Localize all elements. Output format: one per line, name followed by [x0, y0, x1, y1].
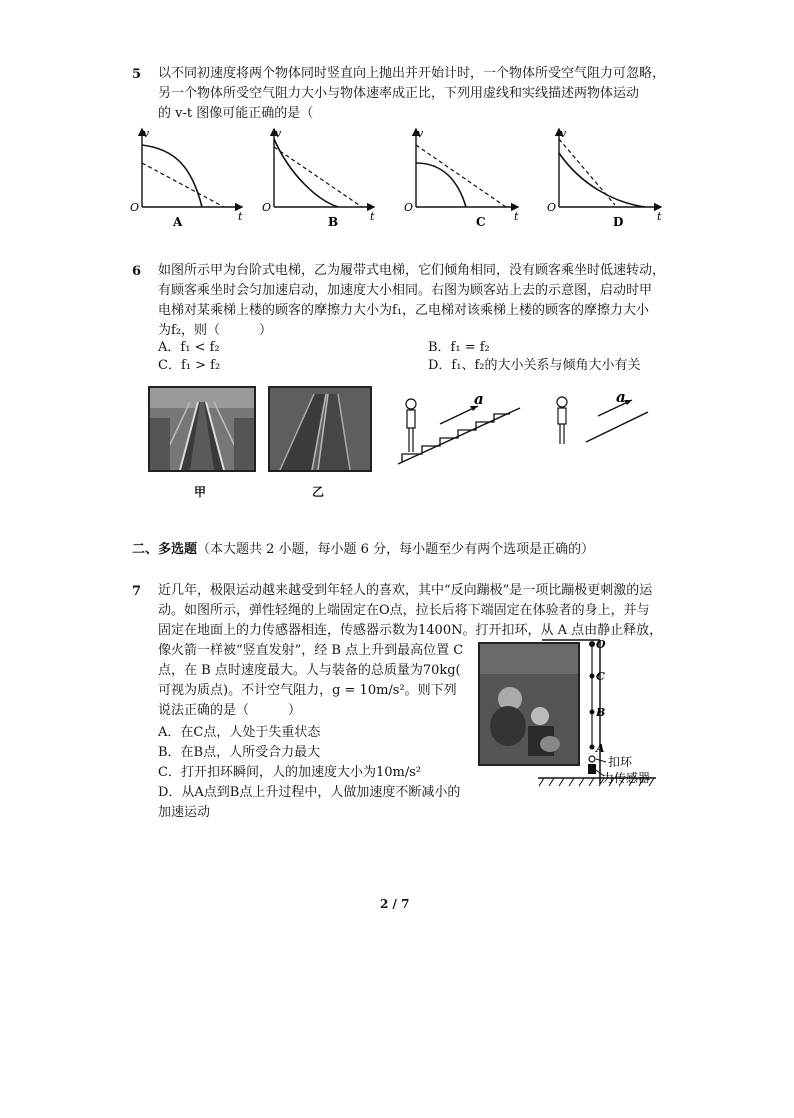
- q6-option-b: B．f₁ = f₂: [428, 340, 490, 355]
- q5c-axis-v: v: [417, 127, 424, 140]
- q5b-axis-v: v: [275, 127, 282, 140]
- q6-line-4: 为f₂，则（ ）: [158, 323, 273, 338]
- section2-heading: [132, 538, 594, 557]
- q5a-dashed-line: [142, 163, 224, 207]
- belt-escalator-diagram: [550, 388, 650, 448]
- q5-graph-a: [130, 125, 250, 230]
- q5c-dashed-line: [416, 145, 506, 207]
- belt-accel-label: a: [616, 388, 626, 406]
- q7-line-2: 动。如图所示，弹性轻绳的上端固定在O点，拉长后将下端固定在体验者的身上，并与: [158, 603, 650, 618]
- buckle-ring: [589, 756, 595, 762]
- q7-option-d-cont: 加速运动: [158, 805, 211, 820]
- q5a-axis-v: v: [143, 127, 150, 140]
- point-o-dot: [589, 641, 595, 647]
- q6-option-c: C．f₁ > f₂: [158, 358, 221, 373]
- section2-desc: （本大题共 2 小题，每小题 6 分，每小题至少有两个选项是正确的）: [197, 542, 595, 557]
- q5b-dashed-line: [274, 147, 362, 207]
- label-sensor: 力传感器: [602, 771, 651, 785]
- q5d-solid-curve: [559, 153, 645, 207]
- q5-line-1: 以不同初速度将两个物体同时竖直向上抛出并开始计时，一个物体所受空气阻力可忽略，: [158, 66, 666, 81]
- q5d-label: D: [613, 215, 624, 229]
- q5d-axis-t: t: [657, 210, 662, 223]
- q5d-axis-v: v: [560, 127, 567, 140]
- q6-line-3: 电梯对某乘梯上楼的顾客的摩擦力大小为f₁，乙电梯对该乘梯上楼的顾客的摩擦力大小: [158, 303, 650, 318]
- q5a-solid-curve: [142, 145, 202, 207]
- q7-line-3: 固定在地面上的力传感器相连，传感器示数为1400N。打开扣环，从 A 点由静止释放，: [158, 623, 663, 638]
- point-c-dot: [590, 674, 595, 679]
- q7-option-c: C．打开扣环瞬间，人的加速度大小为10m/s²: [158, 765, 422, 780]
- q7-line-4: 像火箭一样被“竖直发射”，经 B 点上升到最高位置 C: [158, 643, 464, 658]
- q5c-origin: O: [404, 201, 414, 214]
- q7-number: 7: [132, 584, 142, 599]
- q5b-solid-curve: [274, 139, 338, 207]
- q5b-axis-t: t: [370, 210, 375, 223]
- photo-belt-escalator: [268, 386, 372, 472]
- q5c-axis-t: t: [514, 210, 519, 223]
- q5-graph-d: [545, 125, 669, 230]
- q6-line-2: 有顾客乘坐时会匀加速启动，加速度大小相同。右图为顾客站上去的示意图，启动时甲: [158, 283, 653, 298]
- q5-line-2: 另一个物体所受空气阻力大小与物体速率成正比，下列用虚线和实线描述两物体运动: [158, 86, 640, 101]
- photo-label-jia: 甲: [194, 485, 207, 499]
- page-number: 2 / 7: [380, 897, 410, 911]
- point-a-dot: [590, 745, 595, 750]
- q6-number: 6: [132, 264, 142, 279]
- label-b: B: [596, 706, 606, 719]
- photo-step-escalator: [148, 386, 256, 472]
- bungee-diagram: [536, 636, 666, 792]
- q5d-dashed-line: [559, 139, 615, 205]
- q5a-origin: O: [130, 201, 140, 214]
- q5b-origin: O: [262, 201, 272, 214]
- q5d-origin: O: [547, 201, 557, 214]
- photo-label-yi: 乙: [312, 485, 325, 499]
- label-o: O: [596, 638, 606, 651]
- q7-line-6: 可视为质点)。不计空气阻力，g = 10m/s²。则下列: [158, 683, 457, 698]
- force-sensor-block: [588, 764, 596, 774]
- point-b-dot: [590, 710, 595, 715]
- step-escalator-diagram: [396, 388, 526, 468]
- q5a-axis-t: t: [238, 210, 243, 223]
- q5a-label: A: [173, 215, 183, 229]
- q5b-label: B: [328, 215, 339, 229]
- q5-line-3: 的 v-t 图像可能正确的是（: [158, 106, 314, 121]
- step-accel-label: a: [474, 390, 484, 408]
- q5c-label: C: [476, 215, 486, 229]
- q6-line-1: 如图所示甲为台阶式电梯，乙为履带式电梯，它们倾角相同，没有顾客乘坐时低速转动，: [158, 263, 666, 278]
- label-c: C: [596, 670, 605, 683]
- label-buckle: 扣环: [608, 755, 633, 769]
- q5c-solid-curve: [416, 163, 466, 207]
- q6-option-d: D．f₁、f₂的大小关系与倾角大小有关: [428, 358, 641, 373]
- q5-graph-c: [402, 125, 526, 230]
- q5-number: 5: [132, 67, 142, 82]
- label-a: A: [596, 742, 605, 755]
- q6-option-a: A．f₁ < f₂: [158, 340, 220, 355]
- section2-title: 二、多选题: [132, 542, 198, 557]
- q7-line-5: 点，在 B 点时速度最大。人与装备的总质量为70kg(: [158, 663, 461, 678]
- q7-option-a: A．在C点，人处于失重状态: [158, 725, 321, 740]
- q5-graph-b: [262, 125, 382, 230]
- q7-option-b: B．在B点，人所受合力最大: [158, 745, 321, 760]
- q7-line-7: 说法正确的是（ ）: [158, 703, 302, 718]
- q7-line-1: 近几年，极限运动越来越受到年轻人的喜欢，其中“反向蹦极”是一项比蹦极更刺激的运: [158, 583, 653, 598]
- q7-option-d: D．从A点到B点上升过程中，人做加速度不断减小的: [158, 785, 461, 800]
